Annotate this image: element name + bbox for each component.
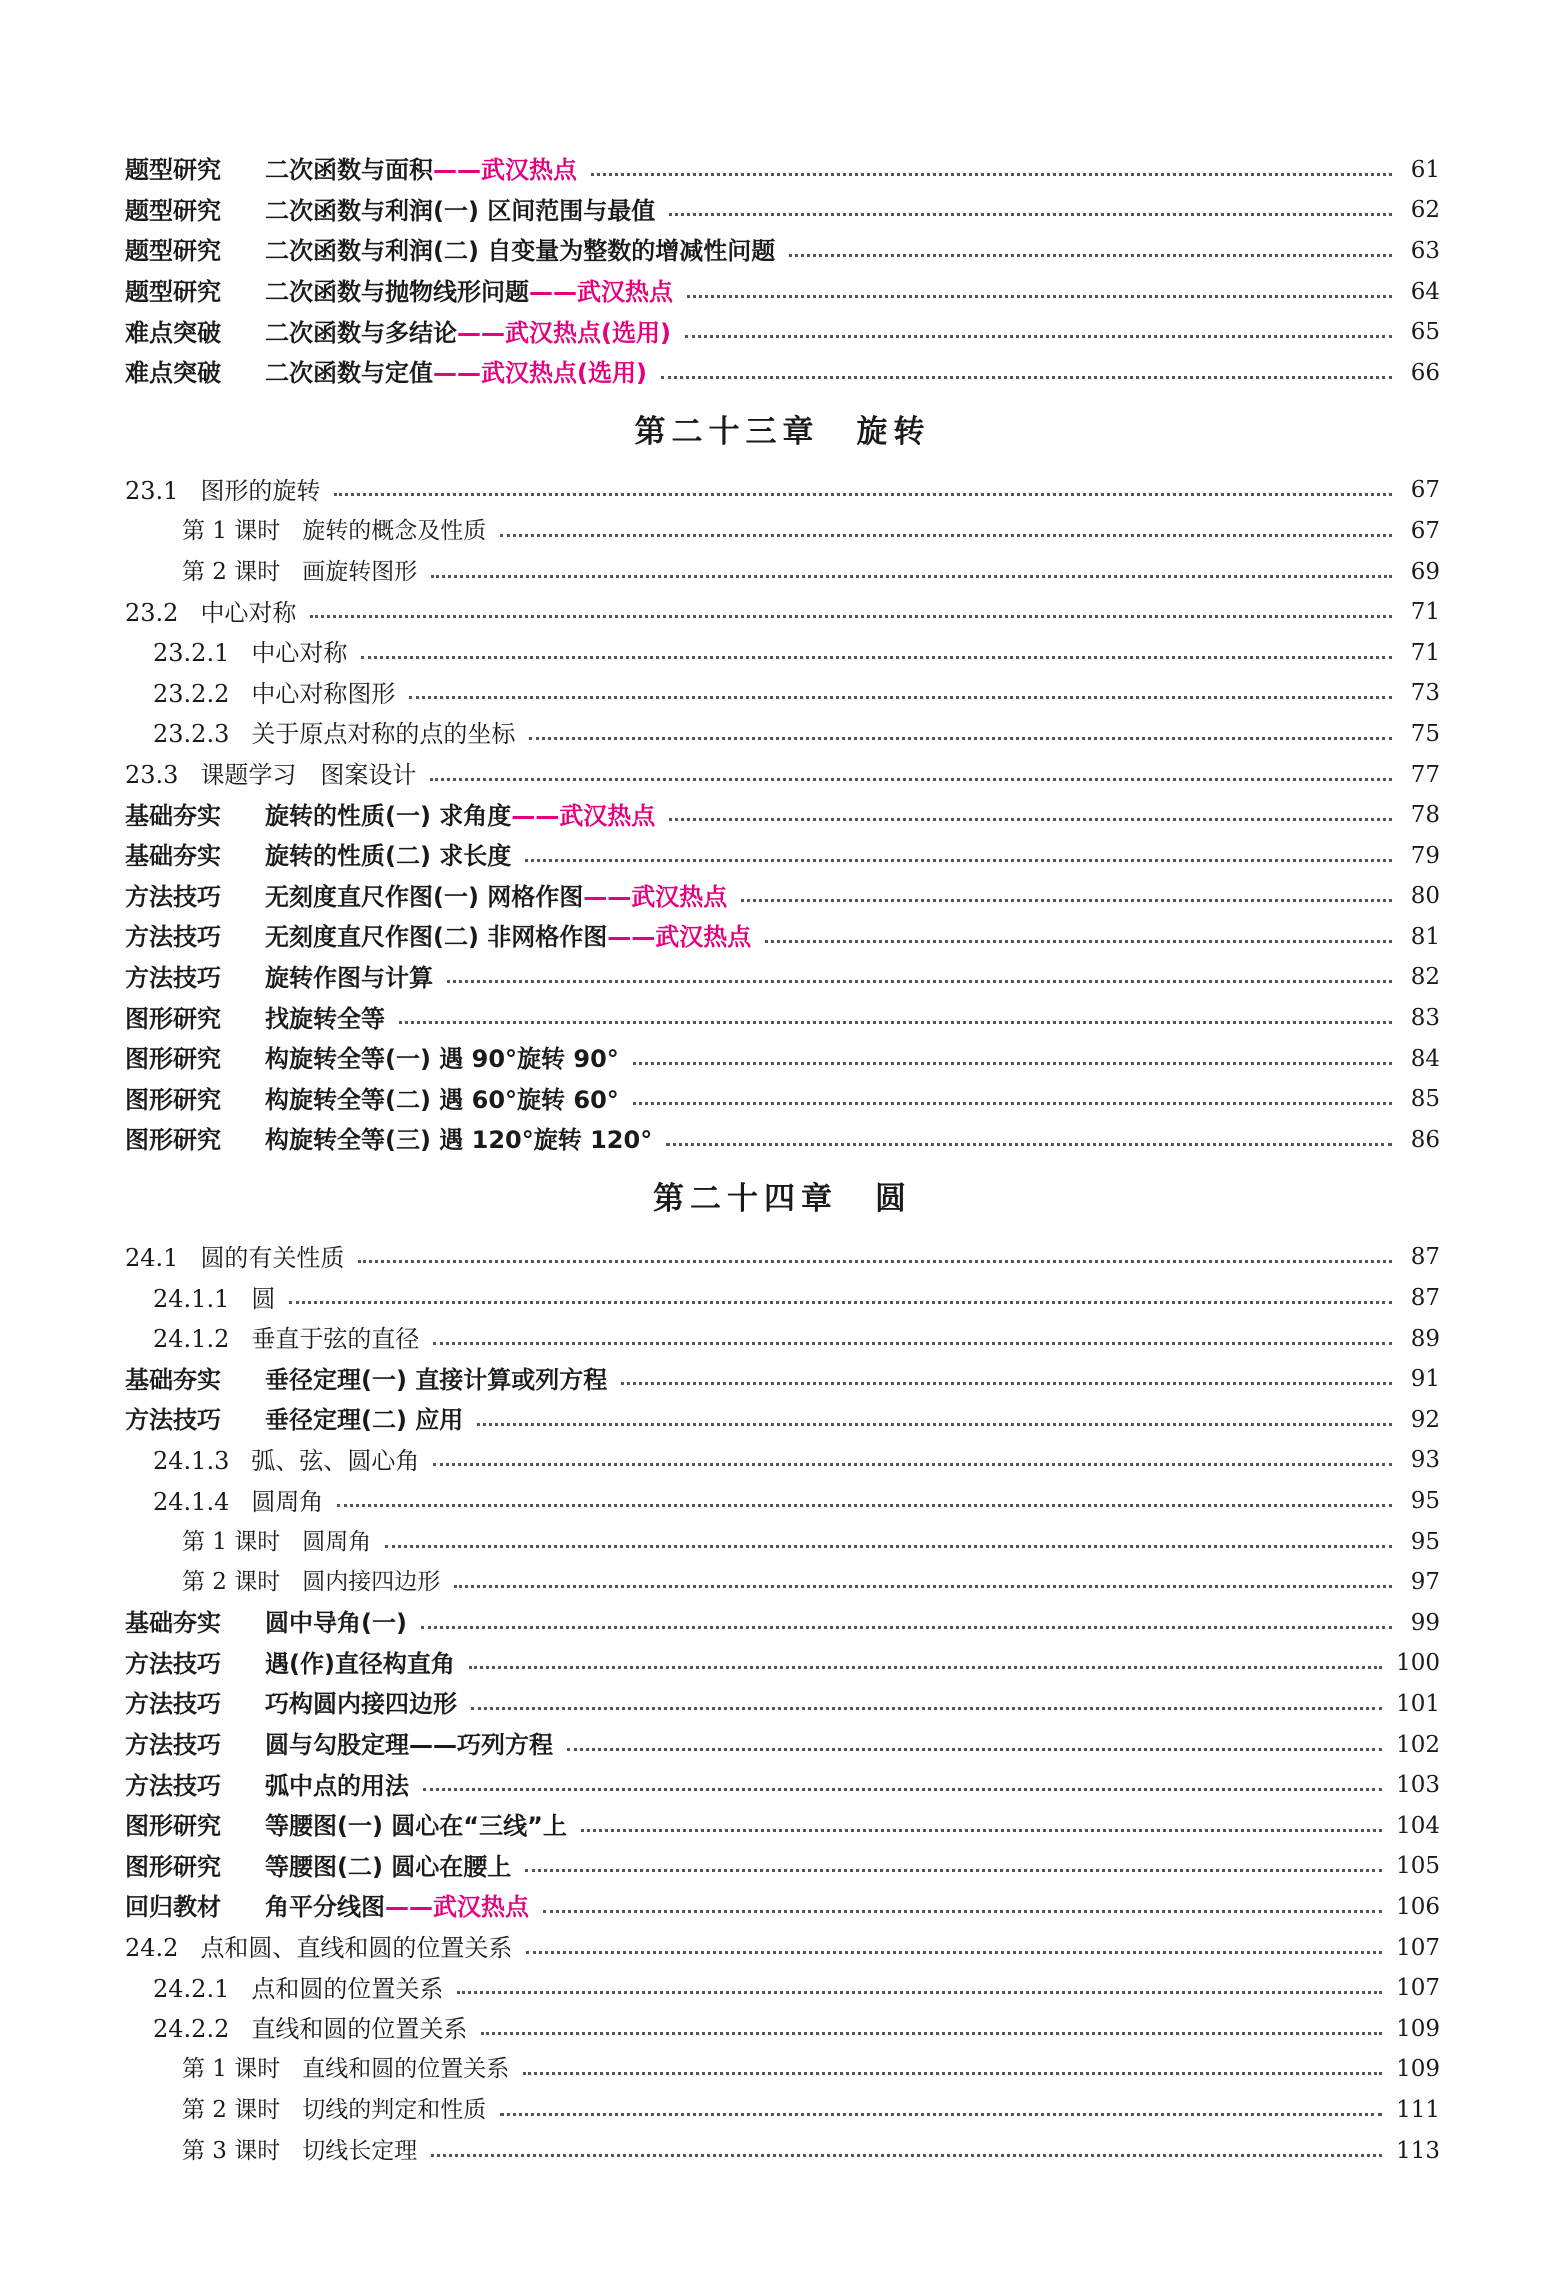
toc-entry[interactable] (125, 471, 1440, 512)
entry-title: 中心对称 (200, 598, 297, 627)
hot-topic-tag: ——武汉热点 (385, 1893, 529, 1922)
page-number: 89 (1410, 1325, 1440, 1352)
entry-number: 24.1.1 (153, 1284, 230, 1313)
entry-title: 点和圆的位置关系 (251, 1974, 444, 2003)
page-number: 66 (1410, 359, 1440, 386)
entry-category: 图形研究 (125, 1085, 221, 1114)
page-number: 61 (1410, 156, 1440, 183)
entry-title: 二次函数与利润(二) 自变量为整数的增减性问题 (265, 237, 776, 266)
page-number: 75 (1410, 720, 1440, 747)
page-number: 107 (1396, 1975, 1440, 2002)
dot-leader (666, 1143, 1392, 1146)
dot-leader (454, 1585, 1392, 1588)
entry-title: 二次函数与定值 (265, 359, 433, 388)
entry-number: 第 2 课时 (182, 1569, 281, 1596)
toc-entry[interactable] (125, 191, 1440, 232)
entry-number: 第 3 课时 (182, 2137, 281, 2164)
page-number: 92 (1410, 1406, 1440, 1433)
page-number: 104 (1396, 1812, 1440, 1839)
entry-title: 课题学习 图案设计 (200, 761, 417, 790)
dot-leader (334, 493, 1392, 496)
toc-entry[interactable] (125, 2009, 1440, 2050)
entry-title: 等腰图(二) 圆心在腰上 (265, 1852, 512, 1881)
toc-entry[interactable] (125, 1968, 1440, 2009)
page-number: 67 (1410, 477, 1440, 504)
chapter-heading (125, 1161, 1440, 1238)
entry-title: 构旋转全等(三) 遇 120°旋转 120° (265, 1126, 653, 1155)
hot-topic-tag: ——武汉热点 (511, 801, 656, 830)
page-number: 63 (1410, 237, 1440, 264)
page-number: 105 (1396, 1853, 1440, 1880)
dot-leader (433, 1463, 1392, 1466)
toc-entry[interactable] (125, 714, 1440, 755)
chapter-heading (125, 394, 1440, 471)
entry-category: 方法技巧 (125, 963, 221, 992)
entry-title: 二次函数与利润(一) 区间范围与最值 (265, 196, 656, 225)
dot-leader (669, 213, 1392, 216)
entry-category: 难点突破 (125, 318, 221, 347)
toc-entry[interactable] (125, 1319, 1440, 1360)
toc-entry[interactable] (125, 998, 1440, 1039)
toc-entry[interactable] (125, 836, 1440, 877)
toc-entry[interactable] (125, 312, 1440, 353)
entry-number: 23.2.1 (153, 639, 230, 668)
entry-title: 遇(作)直径构直角 (265, 1649, 455, 1678)
page-number: 71 (1410, 599, 1440, 626)
entry-title: 旋转的性质(二) 求长度 (265, 842, 512, 871)
page-number: 109 (1396, 2015, 1440, 2042)
toc-entry[interactable] (125, 1806, 1440, 1847)
entry-category: 基础夯实 (125, 1609, 221, 1638)
page-number: 71 (1410, 639, 1440, 666)
entry-title: 无刻度直尺作图(一) 网格作图 (265, 882, 584, 911)
entry-title: 图形的旋转 (200, 476, 321, 505)
toc-entry[interactable] (125, 2050, 1440, 2091)
hot-topic-tag: ——武汉热点 (529, 278, 673, 307)
toc-entry[interactable] (125, 592, 1440, 633)
entry-title: 点和圆、直线和圆的位置关系 (200, 1934, 513, 1963)
entry-title: 圆中导角(一) (265, 1609, 407, 1638)
entry-number: 24.1.2 (153, 1325, 230, 1354)
entry-title: 圆与勾股定理——巧列方程 (265, 1731, 553, 1760)
page-number: 102 (1396, 1731, 1440, 1758)
dot-leader (529, 737, 1392, 740)
entry-title: 二次函数与多结论 (265, 318, 457, 347)
entry-category: 图形研究 (125, 1045, 221, 1074)
entry-category: 图形研究 (125, 1126, 221, 1155)
toc-entry[interactable] (125, 917, 1440, 958)
entry-title: 中心对称 (251, 639, 348, 668)
toc-entry[interactable] (125, 1400, 1440, 1441)
entry-category: 图形研究 (125, 1812, 221, 1841)
page-number: 78 (1410, 802, 1440, 829)
toc-entry[interactable] (125, 958, 1440, 999)
hot-topic-tag: ——武汉热点 (607, 923, 752, 952)
page-number: 103 (1396, 1772, 1440, 1799)
entry-title: 构旋转全等(二) 遇 60°旋转 60° (265, 1085, 619, 1114)
entry-title: 弧中点的用法 (265, 1771, 409, 1800)
page-number: 93 (1410, 1447, 1440, 1474)
entry-title: 旋转的性质(一) 求角度 (265, 801, 512, 830)
page-number: 113 (1396, 2137, 1440, 2164)
toc-entry[interactable] (125, 1603, 1440, 1644)
dot-leader (567, 1748, 1382, 1751)
page-number: 107 (1396, 1934, 1440, 1961)
entry-title: 圆周角 (302, 1528, 372, 1555)
entry-number: 第 1 课时 (182, 517, 281, 544)
dot-leader (633, 1062, 1392, 1065)
entry-title: 角平分线图 (265, 1893, 385, 1922)
dot-leader (500, 534, 1392, 537)
entry-category: 方法技巧 (125, 1649, 221, 1678)
dot-leader (669, 818, 1392, 821)
dot-leader (633, 1102, 1392, 1105)
page-number: 80 (1410, 883, 1440, 910)
page-number: 69 (1410, 558, 1440, 585)
page-number: 73 (1410, 680, 1440, 707)
dot-leader (525, 859, 1392, 862)
dot-leader (399, 1021, 1392, 1024)
toc-entry[interactable] (125, 1725, 1440, 1766)
toc-entry[interactable] (125, 552, 1440, 593)
page-number: 83 (1410, 1005, 1440, 1032)
toc-entry[interactable] (125, 272, 1440, 313)
dot-leader (621, 1382, 1392, 1385)
dot-leader (457, 1991, 1382, 1994)
entry-category: 方法技巧 (125, 1771, 221, 1800)
dot-leader (421, 1626, 1392, 1629)
dot-leader (525, 1869, 1382, 1872)
entry-title: 直线和圆的位置关系 (251, 2015, 468, 2044)
toc-entry[interactable] (125, 1847, 1440, 1888)
dot-leader (765, 940, 1392, 943)
entry-number: 23.3 (125, 761, 179, 790)
entry-title: 二次函数与抛物线形问题 (265, 278, 529, 307)
dot-leader (385, 1545, 1392, 1548)
dot-leader (471, 1707, 1382, 1710)
dot-leader (433, 1342, 1392, 1345)
toc-entry[interactable] (125, 1562, 1440, 1603)
entry-category: 方法技巧 (125, 882, 221, 911)
page-number: 62 (1410, 197, 1440, 224)
toc-entry[interactable] (125, 1359, 1440, 1400)
dot-leader (543, 1910, 1382, 1913)
page-number: 65 (1410, 319, 1440, 346)
page-number: 97 (1410, 1569, 1440, 1596)
entry-number: 24.2.1 (153, 1974, 230, 2003)
entry-category: 基础夯实 (125, 801, 221, 830)
entry-number: 23.2.2 (153, 679, 230, 708)
toc-entry[interactable] (125, 1481, 1440, 1522)
dot-leader (310, 615, 1392, 618)
toc-entry[interactable] (125, 877, 1440, 918)
toc-entry[interactable] (125, 1079, 1440, 1120)
entry-title: 二次函数与面积 (265, 156, 433, 185)
entry-category: 基础夯实 (125, 842, 221, 871)
entry-title: 垂径定理(一) 直接计算或列方程 (265, 1365, 608, 1394)
entry-category: 方法技巧 (125, 1731, 221, 1760)
toc-entry[interactable] (125, 231, 1440, 272)
dot-leader (741, 899, 1392, 902)
entry-title: 无刻度直尺作图(二) 非网格作图 (265, 923, 608, 952)
dot-leader (523, 2072, 1382, 2075)
dot-leader (685, 335, 1392, 338)
dot-leader (431, 2154, 1382, 2157)
entry-title: 垂径定理(二) 应用 (265, 1406, 464, 1435)
chapter-title: 第二十四章 圆 (653, 1180, 912, 1217)
entry-category: 方法技巧 (125, 1690, 221, 1719)
entry-title: 画旋转图形 (302, 558, 418, 585)
toc-entry[interactable] (125, 1684, 1440, 1725)
dot-leader (481, 2032, 1382, 2035)
entry-category: 图形研究 (125, 1852, 221, 1881)
entry-number: 24.1 (125, 1243, 179, 1272)
dot-leader (581, 1829, 1382, 1832)
entry-title: 等腰图(一) 圆心在“三线”上 (265, 1812, 567, 1841)
page-number: 79 (1410, 842, 1440, 869)
dot-leader (500, 2113, 1382, 2116)
page-number: 100 (1396, 1650, 1440, 1677)
toc-entry[interactable] (125, 353, 1440, 394)
toc-entry[interactable] (125, 2131, 1440, 2172)
toc-entry[interactable] (125, 150, 1440, 191)
toc-entry[interactable] (125, 1120, 1440, 1161)
dot-leader (337, 1504, 1392, 1507)
entry-title: 直线和圆的位置关系 (302, 2056, 510, 2083)
entry-number: 第 2 课时 (182, 558, 281, 585)
entry-title: 旋转作图与计算 (265, 963, 433, 992)
toc-entry[interactable] (125, 1765, 1440, 1806)
page-number: 64 (1410, 278, 1440, 305)
entry-title: 圆周角 (251, 1487, 324, 1516)
page-number: 85 (1410, 1086, 1440, 1113)
toc-entry[interactable] (125, 1644, 1440, 1685)
dot-leader (423, 1788, 1382, 1791)
dot-leader (789, 254, 1392, 257)
page-number: 109 (1396, 2056, 1440, 2083)
hot-topic-tag: ——武汉热点 (433, 156, 577, 185)
hot-topic-tag: ——武汉热点(选用) (433, 359, 647, 388)
entry-number: 第 2 课时 (182, 2096, 281, 2123)
dot-leader (361, 656, 1392, 659)
entry-category: 基础夯实 (125, 1365, 221, 1394)
dot-leader (591, 173, 1392, 176)
entry-number: 24.2.2 (153, 2015, 230, 2044)
page-number: 86 (1410, 1126, 1440, 1153)
entry-title: 构旋转全等(一) 遇 90°旋转 90° (265, 1045, 619, 1074)
entry-category: 题型研究 (125, 278, 221, 307)
page-number: 91 (1410, 1366, 1440, 1393)
entry-number: 24.2 (125, 1934, 179, 1963)
toc-entry[interactable] (125, 1441, 1440, 1482)
page-number: 87 (1410, 1244, 1440, 1271)
toc-entry[interactable] (125, 1039, 1440, 1080)
dot-leader (477, 1423, 1392, 1426)
page-number: 84 (1410, 1045, 1440, 1072)
dot-leader (409, 696, 1392, 699)
table-of-contents (125, 150, 1440, 2171)
chapter-title: 第二十三章 旋转 (634, 413, 931, 450)
entry-category: 题型研究 (125, 196, 221, 225)
page-number: 77 (1410, 761, 1440, 788)
page-number: 99 (1410, 1609, 1440, 1636)
hot-topic-tag: ——武汉热点(选用) (457, 318, 671, 347)
entry-title: 找旋转全等 (265, 1004, 385, 1033)
entry-category: 题型研究 (125, 237, 221, 266)
entry-number: 24.1.3 (153, 1446, 230, 1475)
entry-title: 垂直于弦的直径 (251, 1325, 420, 1354)
page-number: 87 (1410, 1285, 1440, 1312)
toc-entry[interactable] (125, 2090, 1440, 2131)
entry-category: 回归教材 (125, 1893, 221, 1922)
dot-leader (358, 1260, 1392, 1263)
entry-category: 方法技巧 (125, 1406, 221, 1435)
entry-title: 切线长定理 (302, 2137, 418, 2164)
page-number: 67 (1410, 517, 1440, 544)
hot-topic-tag: ——武汉热点 (583, 882, 728, 911)
entry-title: 巧构圆内接四边形 (265, 1690, 457, 1719)
page-number: 81 (1410, 923, 1440, 950)
entry-title: 圆的有关性质 (200, 1243, 345, 1272)
toc-entry[interactable] (125, 633, 1440, 674)
entry-title: 关于原点对称的点的坐标 (251, 720, 516, 749)
page-number: 95 (1410, 1528, 1440, 1555)
toc-entry[interactable] (125, 1278, 1440, 1319)
entry-title: 旋转的概念及性质 (302, 517, 487, 544)
toc-entry[interactable] (125, 1238, 1440, 1279)
entry-title: 切线的判定和性质 (302, 2096, 487, 2123)
entry-category: 难点突破 (125, 359, 221, 388)
dot-leader (289, 1301, 1392, 1304)
dot-leader (469, 1666, 1382, 1669)
toc-entry[interactable] (125, 755, 1440, 796)
dot-leader (661, 376, 1392, 379)
entry-number: 第 1 课时 (182, 2056, 281, 2083)
toc-entry[interactable] (125, 795, 1440, 836)
toc-entry[interactable] (125, 1928, 1440, 1969)
toc-entry[interactable] (125, 1522, 1440, 1563)
entry-number: 23.2.3 (153, 720, 230, 749)
page-number: 101 (1396, 1690, 1440, 1717)
toc-entry[interactable] (125, 674, 1440, 715)
entry-number: 23.1 (125, 476, 179, 505)
dot-leader (447, 980, 1392, 983)
entry-category: 图形研究 (125, 1004, 221, 1033)
dot-leader (526, 1951, 1382, 1954)
page-number: 95 (1410, 1488, 1440, 1515)
entry-title: 圆内接四边形 (302, 1569, 441, 1596)
entry-title: 圆 (251, 1284, 276, 1313)
entry-number: 第 1 课时 (182, 1528, 281, 1555)
entry-number: 23.2 (125, 598, 179, 627)
entry-title: 弧、弦、圆心角 (251, 1446, 420, 1475)
page-number: 106 (1396, 1893, 1440, 1920)
page-number: 82 (1410, 964, 1440, 991)
toc-entry[interactable] (125, 1887, 1440, 1928)
entry-title: 中心对称图形 (251, 679, 396, 708)
toc-entry[interactable] (125, 511, 1440, 552)
entry-category: 题型研究 (125, 156, 221, 185)
entry-category: 方法技巧 (125, 923, 221, 952)
dot-leader (687, 295, 1392, 298)
dot-leader (431, 575, 1392, 578)
page-number: 111 (1396, 2096, 1440, 2123)
entry-number: 24.1.4 (153, 1487, 230, 1516)
dot-leader (430, 778, 1392, 781)
